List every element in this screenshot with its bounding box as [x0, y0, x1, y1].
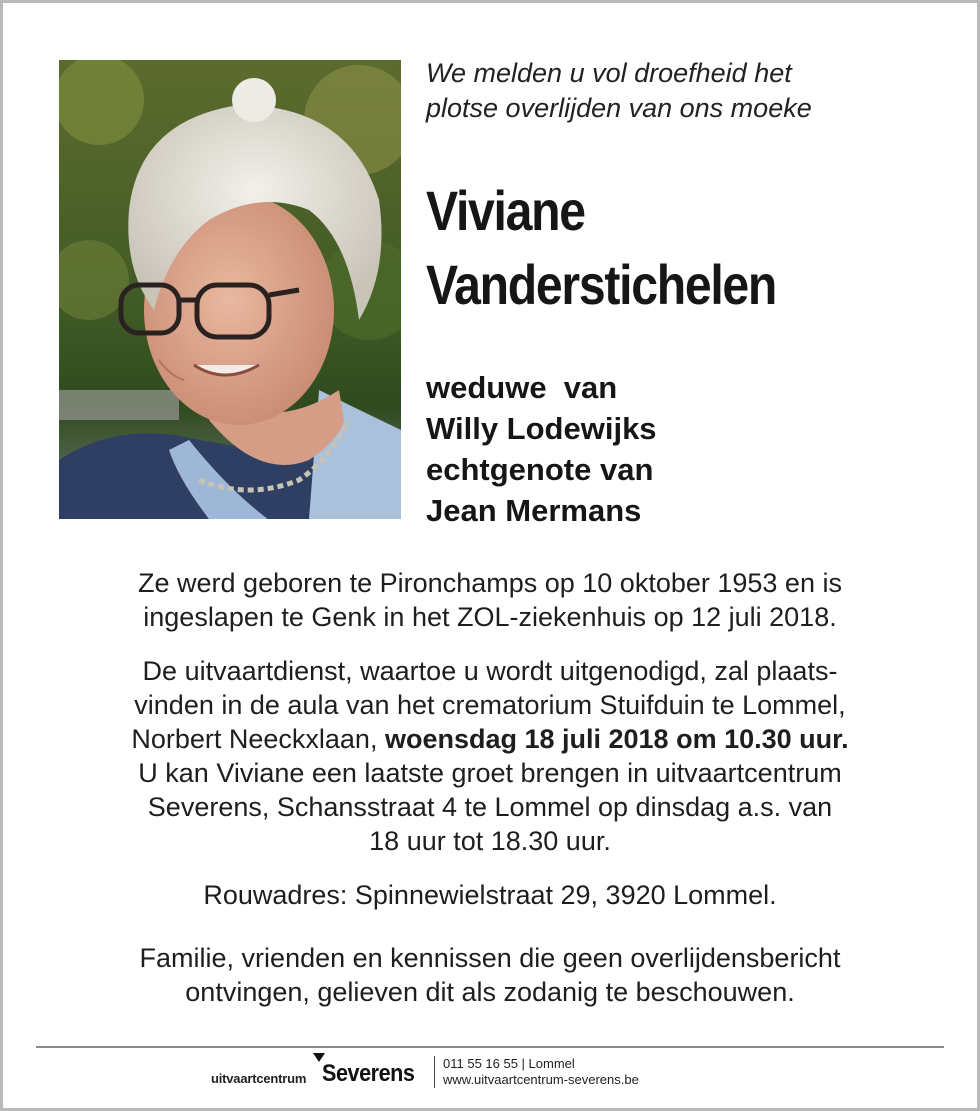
relation-line: weduwe van: [426, 370, 618, 405]
service-date: woensdag 18 juli 2018 om 10.30 uur.: [384, 724, 849, 754]
mourning-address: Rouwadres: Spinnewielstraat 29, 3920 Lommel.: [203, 880, 777, 910]
contact-info: [443, 1056, 639, 1088]
first-name: Viviane: [426, 179, 585, 242]
intro-line: plotse overlijden van ons moeke: [426, 93, 812, 123]
deceased-name: [426, 174, 890, 322]
service-paragraph: [40, 654, 940, 858]
text-line: Severens, Schansstraat 4 te Lommel op dinsdag a.s. van: [147, 792, 833, 822]
website-link[interactable]: www.uitvaartcentrum-severens.be: [443, 1072, 639, 1087]
phone-line: 011 55 16 55 | Lommel: [443, 1056, 575, 1071]
footer-divider: [36, 1046, 944, 1048]
relations-block: [426, 367, 946, 531]
announcement-body: [40, 566, 940, 1009]
brand-name: Severens: [322, 1060, 415, 1087]
text-line: vinden in de aula van het crematorium Stuifduin te Lommel,: [134, 690, 846, 720]
last-name: Vanderstichelen: [426, 253, 777, 316]
text-line: De uitvaartdienst, waartoe u wordt uitgenodigd, zal plaats-: [142, 656, 838, 686]
brand-small-text: uitvaartcentrum: [211, 1071, 307, 1086]
text-line: Ze werd geboren te Pironchamps op 10 oktober 1953 en is: [138, 568, 842, 598]
relation-line: echtgenote van: [426, 452, 654, 487]
text-line: ingeslapen te Genk in het ZOL-ziekenhuis op 12 juli 2018.: [143, 602, 837, 632]
footer-separator: [434, 1056, 435, 1088]
address-text: Norbert Neeckxlaan,: [131, 724, 385, 754]
text-line: Familie, vrienden en kennissen die geen overlijdensbericht: [139, 943, 841, 973]
text-line: [40, 722, 940, 756]
text-line: ontvingen, gelieven dit als zodanig te beschouwen.: [185, 977, 795, 1007]
portrait-illustration: [59, 60, 401, 519]
birth-paragraph: [40, 566, 940, 634]
relation-line: Willy Lodewijks: [426, 411, 657, 446]
text-line: 18 uur tot 18.30 uur.: [369, 826, 611, 856]
intro-text: [426, 56, 946, 126]
intro-line: We melden u vol droefheid het: [426, 58, 792, 88]
text-line: U kan Viviane een laatste groet brengen in uitvaartcentrum: [138, 758, 842, 788]
closing-paragraph: [40, 941, 940, 1009]
footer: [0, 1050, 980, 1095]
portrait-photo: [59, 60, 401, 519]
relation-line: Jean Mermans: [426, 493, 642, 528]
